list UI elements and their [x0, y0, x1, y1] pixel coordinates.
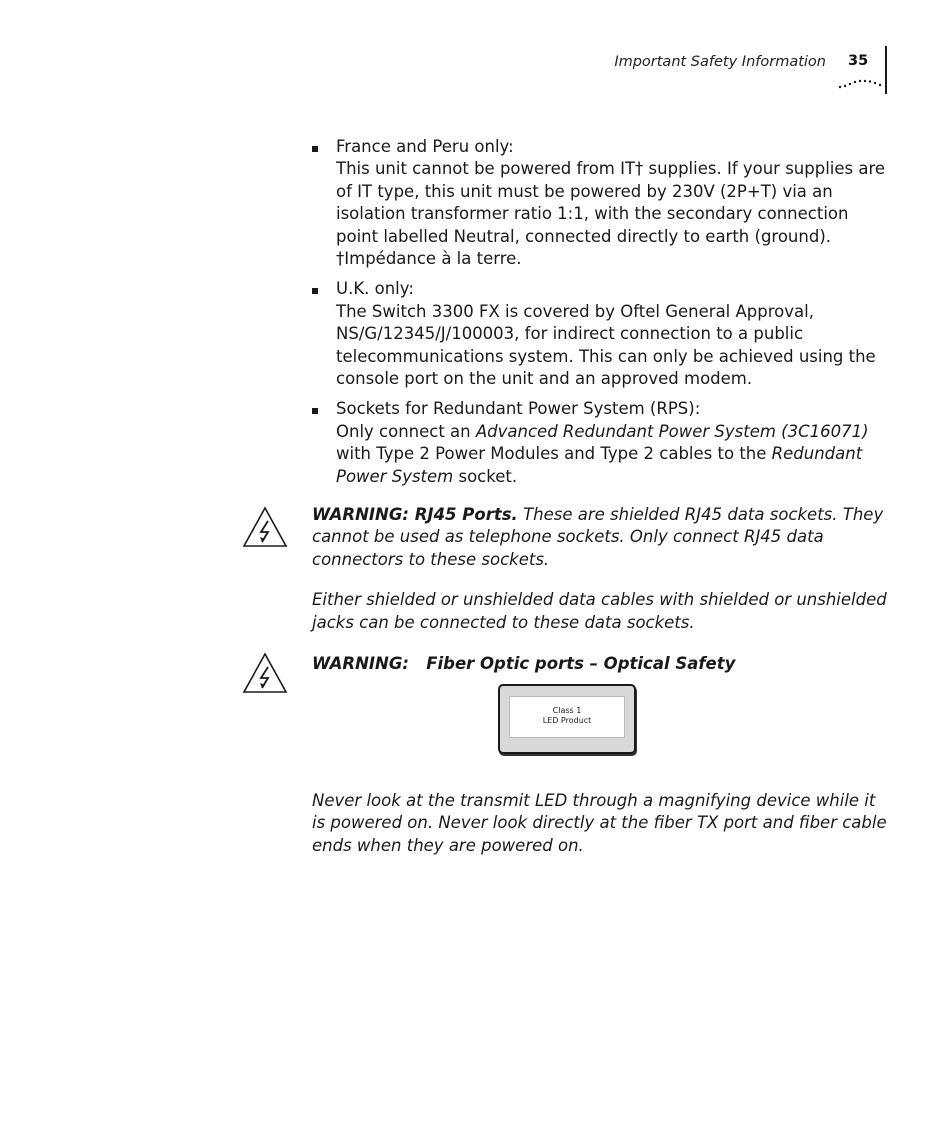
list-item-rps: [312, 398, 892, 488]
safety-bullet-list: [312, 136, 892, 496]
list-item-france-peru: [312, 136, 892, 270]
electrical-hazard-icon: [242, 652, 288, 694]
class1-led-product-label: [498, 684, 636, 754]
fiber-safety-text-block: [312, 790, 892, 857]
fiber-safety-text: Never look at the transmit LED through a magnifying device while it is powered on. Never look directly at the fiber TX port and fiber cable ends when they are powered on.: [312, 791, 887, 855]
rps-text-3: socket.: [453, 466, 518, 486]
rps-text-1: Only connect an: [336, 421, 476, 441]
warning-rj45-body: These are shielded RJ45 data sockets. They cannot be used as telephone sockets. Only connect RJ45 data connectors to these sockets.: [312, 505, 884, 569]
bullet-body: [336, 421, 892, 488]
bullet-heading: U.K. only:: [336, 279, 414, 299]
warning-fiber-label: WARNING: Fiber Optic ports – Optical Safety: [312, 654, 736, 673]
header-dotted-arc: [838, 70, 886, 90]
led-class-text: Class 1: [552, 706, 582, 715]
bullet-square-icon: [312, 146, 318, 152]
rps-product-name: Advanced Redundant Power System (3C16071): [475, 421, 869, 441]
bullet-footnote: †Impédance à la terre.: [336, 249, 522, 269]
led-label-inner: [509, 696, 625, 738]
warning-rj45-note: Either shielded or unshielded data cables with shielded or unshielded jacks can be connected to these data sockets.: [312, 590, 887, 632]
bullet-square-icon: [312, 288, 318, 294]
running-header-title: Important Safety Information: [614, 54, 826, 70]
page-number: 35: [848, 53, 869, 69]
bullet-heading: France and Peru only:: [336, 137, 514, 156]
list-item-uk: [312, 278, 892, 390]
rps-text-2: with Type 2 Power Modules and Type 2 cables to the: [336, 444, 772, 464]
warning-rj45-text: [312, 504, 892, 571]
bullet-body: The Switch 3300 FX is covered by Oftel General Approval, NS/G/12345/J/100003, for indirect connection to a public telecommunications system. This can only be achieved using the console port on the unit and an approved modem.: [336, 301, 876, 389]
electrical-hazard-icon: [242, 506, 288, 548]
warning-rj45-label: WARNING: RJ45 Ports.: [312, 505, 518, 524]
warning-fiber: [312, 653, 892, 675]
led-product-text: LED Product: [542, 716, 592, 725]
bullet-body: This unit cannot be powered from IT† supplies. If your supplies are of IT type, this unit must be powered by 230V (2P+T) via an isolation transformer ratio 1:1, with the secondary connection point labelled Neutral, connected directly to earth (ground).: [336, 159, 886, 246]
bullet-square-icon: [312, 408, 318, 414]
warning-rj45: [312, 504, 892, 634]
rps-socket-name: Redundant Power System: [336, 444, 863, 486]
bullet-heading: Sockets for Redundant Power System (RPS):: [336, 399, 701, 419]
